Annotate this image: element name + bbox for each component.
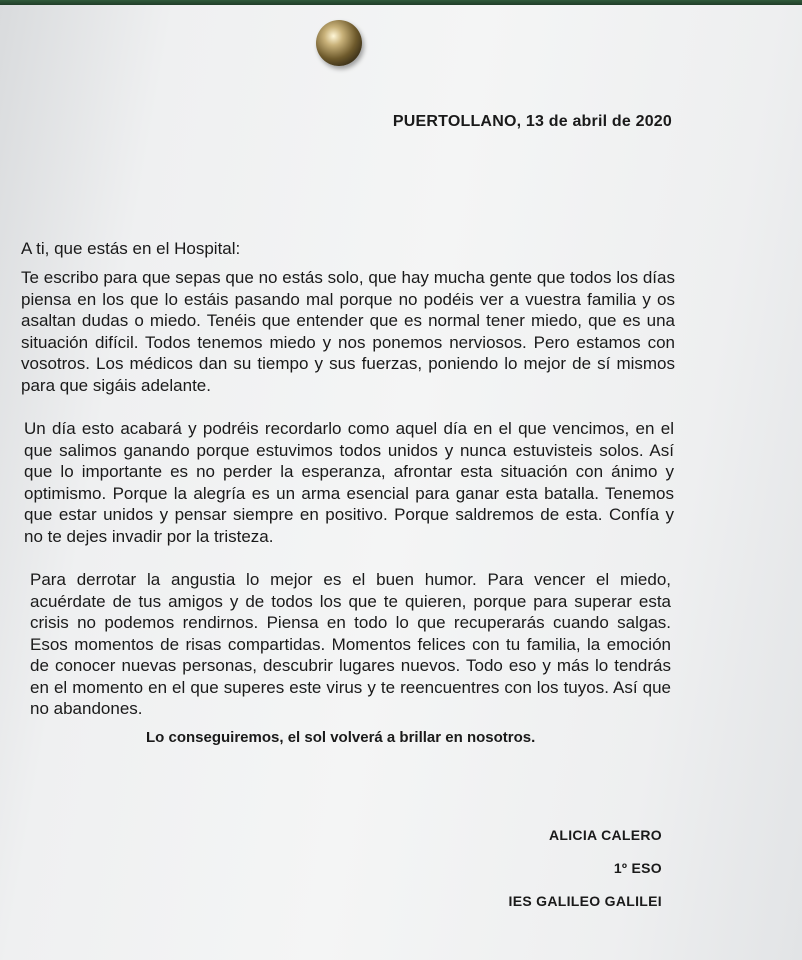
letter-paragraph-2: Un día esto acabará y podréis recordarlo como aquel día en el que vencimos, en el que salimos ganando porque estuvimos todos unidos y nunca estuvisteis solos. Así que lo importante es no perder la esperanza, afrontar esta situación con ánimo y optimismo. Porque la alegría es un arma esencial para ganar esta batalla. Tenemos que estar unidos y pensar siempre en positivo. Porque saldremos de esta. Confía y no te dejes invadir por la tristeza.	[24, 419, 674, 546]
letter-date: PUERTOLLANO, 13 de abril de 2020	[392, 113, 672, 130]
signature-name: ALICIA CALERO	[548, 827, 662, 843]
letter-paragraph-1: Te escribo para que sepas que no estás solo, que hay mucha gente que todos los días piensa en los que lo estáis pasando mal porque no podéis ver a vuestra familia y os asaltan dudas o miedo. Tenéis que entender que es normal tener miedo, que es una situación difícil. Todos tenemos miedo y nos ponemos nerviosos. Pero estamos con vosotros. Los médicos dan su tiempo y sus fuerzas, poniendo lo mejor de sí mismos para que sigáis adelante.	[21, 268, 675, 395]
letter-closing: Lo conseguiremos, el sol volverá a brillar en nosotros.	[146, 729, 536, 746]
thumbtack-icon	[316, 20, 362, 66]
letter-greeting: A ti, que estás en el Hospital:	[21, 239, 241, 258]
letter-sheet	[0, 5, 802, 960]
letter-paragraph-3: Para derrotar la angustia lo mejor es el buen humor. Para vencer el miedo, acuérdate de tus amigos y de todos los que te quieren, porque para superar esta crisis no podemos rendirnos. Piensa en todo lo que recuperarás cuando salgas. Esos momentos de risas compartidas. Momentos felices con tu familia, la emoción de conocer nuevas personas, descubrir lugares nuevos. Todo eso y más lo tendrás en el momento en el que superes este virus y te reencuentres con los tuyos. Así que no abandones.	[30, 570, 671, 718]
signature-grade: 1º ESO	[613, 860, 662, 876]
signature-school: IES GALILEO GALILEI	[508, 893, 662, 909]
